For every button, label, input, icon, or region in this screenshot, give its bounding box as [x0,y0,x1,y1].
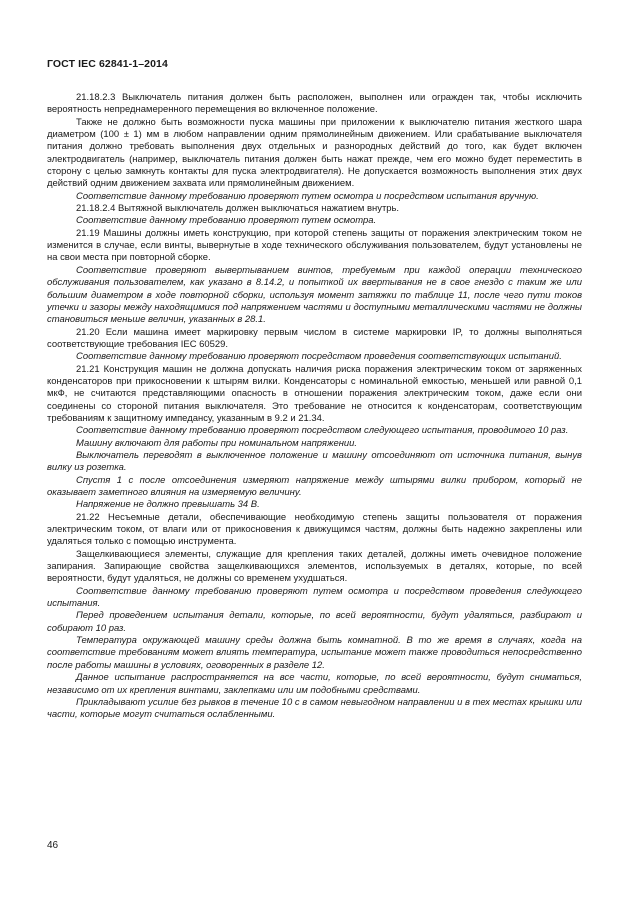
paragraph: Прикладывают усилие без рывков в течение 10 с в самом невыгодном направлении и в тех местах крышки или части, которые могут считаться ослабленными. [47,696,582,721]
paragraph: Соответствие данному требованию проверяют посредством проведения соответствующих испытаний. [76,351,562,363]
paragraph: Напряжение не должно превышать 34 В. [76,499,260,511]
paragraph: Перед проведением испытания детали, которые, по всей вероятности, будут удаляться, разбирают и собирают 10 раз. [47,610,582,634]
paragraph: Соответствие данному требованию проверяют путем осмотра. [76,215,377,227]
paragraph: 21.20 Если машина имеет маркировку первым числом в системе маркировки IP, то должны выполняться соответствующие требования IEC 60529. [47,326,582,350]
paragraph: Соответствие проверяют вывертыванием винтов, требуемым при каждой операции технического обслуживания пользователем, как указано в 8.14.2, и попыткой их ввертывания не в свое гнездо с таким же или большим диаметром в ходе повторной сборки, используя момент затяжки по таблице 11, после чего пути токов утечки и зазоры между находящимися под напряжением частями и доступными металлическими частями не должны становиться меньше величин, указанных в 28.1. [47,264,582,326]
standard-header: ГОСТ IEC 62841-1–2014 [47,58,168,70]
paragraph: Соответствие данному требованию проверяют путем осмотра и посредством проведения следующего испытания. [47,585,582,610]
paragraph: Защелкивающиеся элементы, служащие для крепления таких деталей, должны иметь очевидное положение запирания. Запирающие свойства защелкивающихся элементов, используемых в деталях, которые, по всей вероятности, будут удаляться, не должны со временем ухудшаться. [47,548,582,585]
paragraph: Соответствие данному требованию проверяют путем осмотра и посредством испытания вручную. [76,190,539,202]
paragraph: 21.18.2.4 Вытяжной выключатель должен выключаться нажатием внутрь. [76,203,400,215]
paragraph: Также не должно быть возможности пуска машины при приложении к выключателю питания жесткого шара диаметром (100 ± 1) мм в любом направлении одним прямолинейным движением. Или срабатывание выключателя питания должно требовать выполнения двух отдельных и разнородных действий до того, как будет включен электродвигатель (например, выключатель питания должен быть нажат прежде, чем его можно будет переместить в сторону с целью замкнуть контакты для пуска электродвигателя). Не допускается возможность выполнения этих двух действий одним движением захвата или прямолинейным движением. [47,116,582,190]
paragraph: 21.21 Конструкция машин не должна допускать наличия риска поражения электрическим током от заряженных конденсаторов при прикосновении к штырям вилки. Конденсаторы с номинальной емкостью, меньшей или равной 0,1 мкФ, не считаются представляющими опасность в отношении поражения электрическим током, даже если они соединены со стороной питания выключателя. Это требование не относится к конденсаторам, соответствующим требованиям к защитному импедансу, указанным в 9.2 и 21.34. [47,363,582,424]
page-number: 46 [47,840,59,851]
paragraph: Температура окружающей машину среды должна быть комнатной. В то же время в случаях, когда на соответствие требованиям может влиять температура, испытание может также проводиться непосредственно после работы машины в условиях, оговоренных в разделе 12. [47,635,582,671]
paragraph: Машину включают для работы при номинальном напряжении. [76,437,358,449]
paragraph: 21.19 Машины должны иметь конструкцию, при которой степень защиты от поражения электрическим током не изменится в случае, если винты, вывернутые в ходе технического обслуживания пользователем, будут установлены не на свои места при повторной сборке. [47,227,582,264]
paragraph: 21.18.2.3 Выключатель питания должен быть расположен, выполнен или огражден так, чтобы исключить вероятность непреднамеренного перемещения во включенное положение. [47,92,582,116]
paragraph: 21.22 Несъемные детали, обеспечивающие необходимую степень защиты пользователя от поражения электрическим током, от влаги или от прикосновения к движущимся частям, должны быть надежно закреплены или удаляться только с помощью инструмента. [47,511,582,548]
paragraph: Спустя 1 с после отсоединения измеряют напряжение между штырями вилки прибором, который не оказывает заметного влияния на измеряемую величину. [47,474,582,498]
paragraph: Данное испытание распространяется на все части, которые, по всей вероятности, будут сниматься, независимо от их крепления винтами, заклепками или им подобными средствами. [47,672,582,696]
paragraph: Соответствие данному требованию проверяют посредством следующего испытания, проводимого 10 раз. [76,425,569,437]
paragraph: Выключатель переводят в выключенное положение и машину отсоединяют от источника питания, вынув вилку из розетка. [47,449,582,474]
document-body [47,92,582,722]
